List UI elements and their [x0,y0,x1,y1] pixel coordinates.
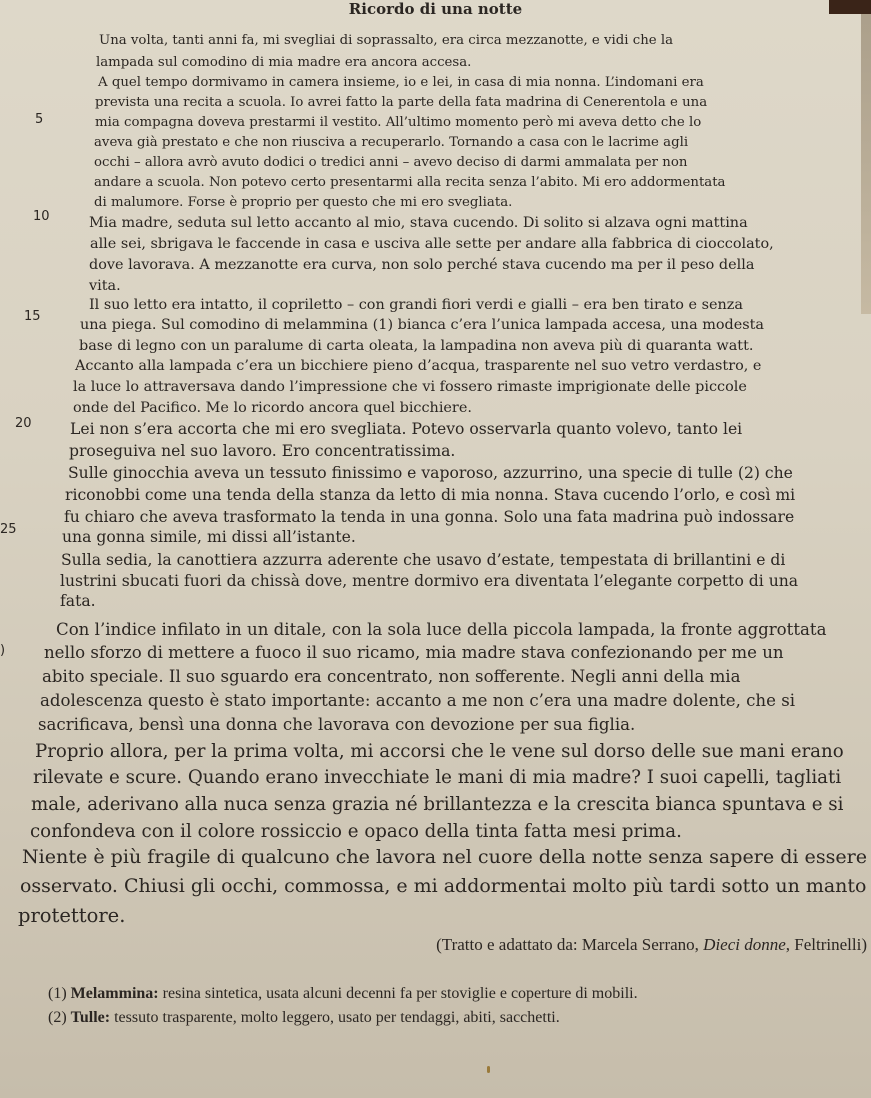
footnote-marker: (2) [48,1009,67,1026]
text-line: aveva già prestato e che non riusciva a recuperarlo. Tornando a casa con le lacrime agli [94,135,689,150]
text-line: Proprio allora, per la prima volta, mi accorsi che le vene sul dorso delle sue mani erano [35,741,844,762]
text-line: Una volta, tanti anni fa, mi svegliai di soprassalto, era circa mezzanotte, e vidi che la [99,33,674,48]
text-line: male, aderivano alla nuca senza grazia né brillantezza e la crescita bianca spuntava e si [31,794,844,815]
text-line: fu chiaro che aveva trasformato la tenda in una gonna. Solo una fata madrina può indossare [64,508,795,526]
text-line: prevista una recita a scuola. Io avrei fatto la parte della fata madrina di Cenerentola e una [95,95,708,110]
text-line: confondeva con il colore rossiccio e opaco della tinta fatta mesi prima. [30,821,682,842]
text-line: Il suo letto era intatto, il copriletto – con grandi fiori verdi e gialli – era ben tirato e senza [89,297,743,313]
footnote-1 [48,985,638,1003]
footnote-text: resina sintetica, usata alcuni decenni fa per stoviglie e coperture di mobili. [158,985,638,1002]
text-line: Niente è più fragile di qualcuno che lavora nel cuore della notte senza sapere di essere [22,846,868,868]
footnote-term: Melammina: [70,985,159,1002]
text-line: di malumore. Forse è proprio per questo che mi ero svegliata. [94,195,513,210]
footnote-marker: (1) [48,985,67,1002]
text-line: Accanto alla lampada c’era un bicchiere pieno d’acqua, trasparente nel suo vetro verdastro, e [75,358,762,374]
text-line: sacrificava, bensì una donna che lavorava con devozione per sua figlia. [38,715,636,734]
text-line: mia compagna doveva prestarmi il vestito. All’ultimo momento però mi aveva detto che lo [95,115,702,130]
line-number: ) [0,643,6,658]
text-line: onde del Pacifico. Me lo ricordo ancora quel bicchiere. [73,400,472,416]
text-line: fata. [60,592,96,610]
book-binding-edge [861,14,871,314]
text-line: vita. [89,278,121,294]
text-line: protettore. [18,904,126,927]
source-citation [436,935,867,955]
paper-speck [487,1066,490,1073]
text-line: andare a scuola. Non potevo certo presentarmi alla recita senza l’abito. Mi ero addormentata [94,175,726,190]
footnote-term: Tulle: [70,1009,111,1026]
text-line: abito speciale. Il suo sguardo era concentrato, non sofferente. Negli anni della mia [42,667,741,686]
source-book-title: Dieci donne [703,935,786,954]
text-line: rilevate e scure. Quando erano invecchiate le mani di mia madre? I suoi capelli, tagliati [33,767,842,788]
text-line: Mia madre, seduta sul letto accanto al mio, stava cucendo. Di solito si alzava ogni mattina [89,215,748,231]
page-title: Ricordo di una notte [348,0,523,18]
source-suffix: , Feltrinelli) [785,935,867,954]
text-line: occhi – allora avrò avuto dodici o tredici anni – avevo deciso di darmi ammalata per non [94,155,688,170]
text-line: Sulla sedia, la canottiera azzurra aderente che usavo d’estate, tempestata di brillantini e di [61,551,786,569]
line-number: 10 [33,209,50,224]
line-number: 15 [24,309,41,324]
line-number: 25 [0,522,17,537]
text-line: lampada sul comodino di mia madre era ancora accesa. [96,55,472,70]
text-line: proseguiva nel suo lavoro. Ero concentratissima. [69,442,456,460]
text-line: Lei non s’era accorta che mi ero svegliata. Potevo osservarla quanto volevo, tanto lei [70,420,743,438]
footnote-2 [48,1009,560,1027]
text-line: A quel tempo dormivamo in camera insieme, io e lei, in casa di mia nonna. L’indomani era [98,75,704,90]
text-line: la luce lo attraversava dando l’impressione che vi fossero rimaste imprigionate delle piccole [73,379,747,395]
text-line: lustrini sbucati fuori da chissà dove, mentre dormivo era diventata l’elegante corpetto di una [60,572,799,590]
text-line: riconobbi come una tenda della stanza da letto di mia nonna. Stava cucendo l’orlo, e così mi [65,486,796,504]
text-line: Con l’indice infilato in un ditale, con la sola luce della piccola lampada, la fronte aggrottata [56,620,827,639]
line-number: 20 [15,416,32,431]
text-line: osservato. Chiusi gli occhi, commossa, e mi addormentai molto più tardi sotto un manto [20,875,867,897]
text-line: dove lavorava. A mezzanotte era curva, non solo perché stava cucendo ma per il peso della [89,257,755,273]
text-line: una gonna simile, mi dissi all’istante. [62,528,356,546]
text-line: alle sei, sbrigava le faccende in casa e usciva alle sette per andare alla fabbrica di cioccolato, [90,236,774,252]
text-line: nello sforzo di mettere a fuoco il suo ricamo, mia madre stava confezionando per me un [44,643,784,662]
text-line: una piega. Sul comodino di melammina (1) bianca c’era l’unica lampada accesa, una modesta [80,317,765,333]
text-line: adolescenza questo è stato importante: accanto a me non c’era una madre dolente, che si [40,691,796,710]
text-line: base di legno con un paralume di carta oleata, la lampadina non aveva più di quaranta watt. [79,338,754,354]
line-number: 5 [35,112,44,127]
source-prefix: (Tratto e adattato da: Marcela Serrano, [436,935,704,954]
text-line: Sulle ginocchia aveva un tessuto finissimo e vaporoso, azzurrino, una specie di tulle (2) che [68,464,793,482]
footnote-text: tessuto trasparente, molto leggero, usato per tendaggi, abiti, sacchetti. [110,1009,560,1026]
